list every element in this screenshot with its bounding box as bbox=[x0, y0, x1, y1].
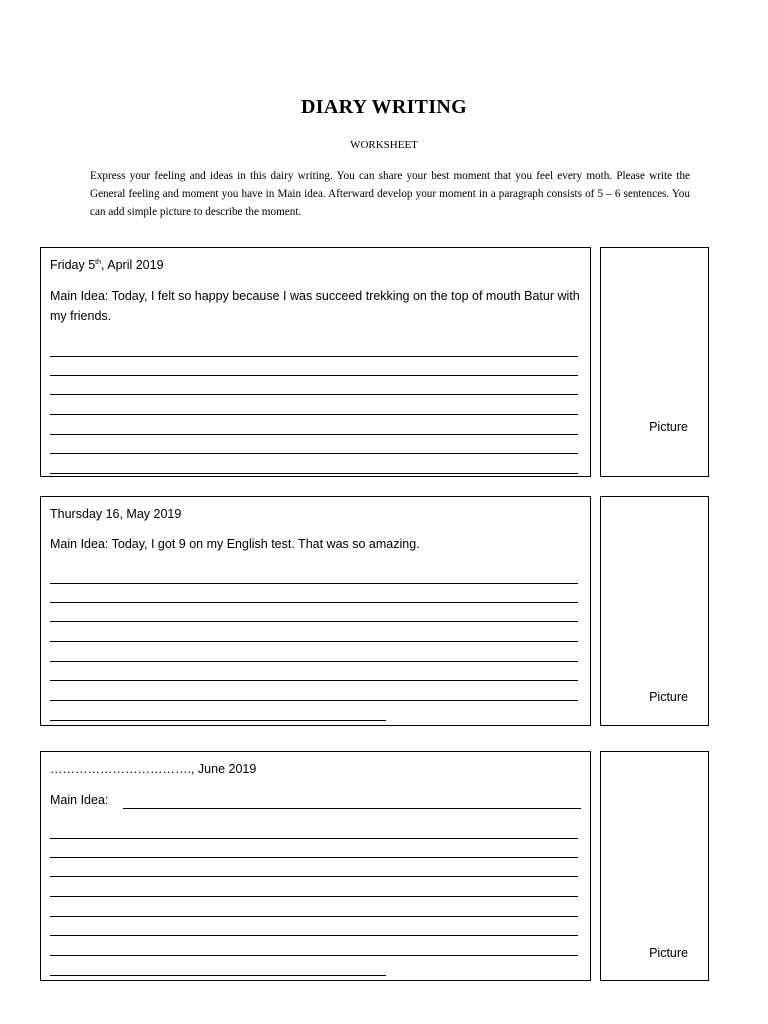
writing-line[interactable] bbox=[50, 896, 578, 897]
picture-box-3[interactable] bbox=[600, 751, 709, 981]
writing-line[interactable] bbox=[50, 356, 578, 357]
writing-line[interactable] bbox=[50, 602, 578, 603]
writing-line[interactable] bbox=[50, 857, 578, 858]
writing-line[interactable] bbox=[50, 680, 578, 681]
writing-line[interactable] bbox=[50, 473, 578, 474]
writing-line[interactable] bbox=[50, 621, 578, 622]
picture-label: Picture bbox=[649, 946, 688, 960]
entry-date-prefix: Friday 5 bbox=[50, 258, 96, 272]
entry-date-suffix: , April 2019 bbox=[101, 258, 164, 272]
writing-line[interactable] bbox=[50, 876, 578, 877]
writing-line[interactable] bbox=[50, 583, 578, 584]
page-title: DIARY WRITING bbox=[301, 96, 467, 118]
entry-date[interactable]: ……………………………., June 2019 bbox=[50, 762, 257, 776]
picture-box-1[interactable] bbox=[600, 247, 709, 477]
writing-line[interactable] bbox=[50, 453, 578, 454]
entry-date: Thursday 16, May 2019 bbox=[50, 507, 182, 521]
writing-line[interactable] bbox=[50, 394, 578, 395]
page-subtitle: WORKSHEET bbox=[350, 139, 418, 151]
main-idea bbox=[50, 790, 580, 810]
writing-line[interactable] bbox=[50, 935, 578, 936]
instructions-text: Express your feeling and ideas in this dairy writing. You can share your best moment that you feel every moth. Please write the General feeling and moment you have in Main idea. Afterward develop your moment in a paragraph consists of 5 – 6 sentences. You can add simple picture to describe the moment. bbox=[90, 170, 690, 218]
writing-line[interactable] bbox=[50, 641, 578, 642]
writing-line[interactable] bbox=[50, 414, 578, 415]
writing-line[interactable] bbox=[50, 375, 578, 376]
writing-line[interactable] bbox=[50, 661, 578, 662]
diary-entry-2 bbox=[40, 496, 591, 726]
entry-date bbox=[50, 258, 164, 272]
writing-line[interactable] bbox=[50, 955, 578, 956]
picture-label: Picture bbox=[649, 690, 688, 704]
writing-line[interactable] bbox=[50, 975, 386, 976]
picture-label: Picture bbox=[649, 420, 688, 434]
entry-date-ordinal: th bbox=[95, 258, 101, 266]
writing-line[interactable] bbox=[50, 700, 578, 701]
main-idea-line[interactable] bbox=[123, 808, 581, 809]
writing-line[interactable] bbox=[50, 838, 578, 839]
diary-entry-1 bbox=[40, 247, 591, 477]
writing-line[interactable] bbox=[50, 916, 578, 917]
main-idea: Main Idea: Today, I got 9 on my English test. That was so amazing. bbox=[50, 537, 420, 551]
writing-line[interactable] bbox=[50, 434, 578, 435]
writing-line[interactable] bbox=[50, 720, 386, 721]
diary-entry-3 bbox=[40, 751, 591, 981]
main-idea-label: Main Idea: bbox=[50, 793, 109, 807]
picture-box-2[interactable] bbox=[600, 496, 709, 726]
main-idea: Main Idea: Today, I felt so happy because I was succeed trekking on the top of mouth Batur with my friends. bbox=[50, 289, 580, 323]
